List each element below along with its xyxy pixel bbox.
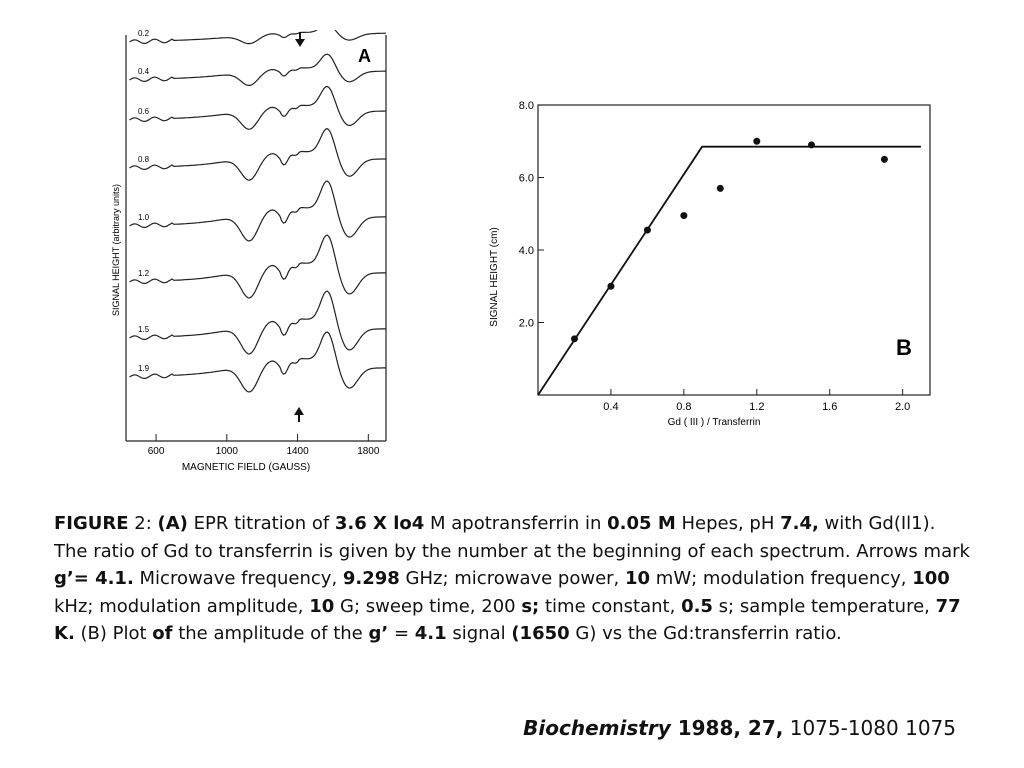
epr-trace bbox=[130, 30, 387, 44]
caption-segment: FIGURE bbox=[54, 513, 129, 534]
citation-journal: Biochemistry bbox=[523, 716, 671, 740]
panel-b-fit-line bbox=[538, 147, 921, 395]
caption-segment: g’ bbox=[368, 623, 389, 644]
data-point bbox=[571, 335, 578, 342]
caption-segment: 0.5 bbox=[681, 595, 713, 617]
caption-segment: (1650 bbox=[511, 623, 570, 644]
up-arrow-icon bbox=[294, 407, 304, 422]
data-point bbox=[644, 227, 651, 234]
data-point bbox=[808, 141, 815, 148]
y-tick-label: 6.0 bbox=[518, 172, 534, 185]
panel-b-signal-plot bbox=[480, 95, 950, 435]
y-tick-label: 4.0 bbox=[518, 245, 534, 257]
caption-segment: M apotransferrin in bbox=[424, 513, 608, 534]
panel-a-y-axis-label: SIGNAL HEIGHT (arbitrary units) bbox=[111, 183, 121, 317]
caption-segment: (A) bbox=[157, 513, 188, 534]
epr-trace bbox=[130, 181, 387, 241]
caption-segment: (B) Plot bbox=[74, 623, 153, 644]
caption-segment: Microwave frequency, bbox=[133, 568, 343, 589]
caption-segment: time constant, bbox=[539, 595, 682, 617]
caption-segment: s; sample temperature, bbox=[712, 595, 936, 617]
data-point bbox=[680, 212, 687, 219]
caption-segment: 100 bbox=[912, 568, 950, 589]
caption-segment: with Gd(Il1). The ratio of Gd to transferrin is given by the number at the beginning of each spectrum. Arrows mark bbox=[54, 513, 970, 562]
caption-segment: EPR titration of bbox=[187, 513, 335, 534]
caption-segment: G) vs the Gd:transferrin ratio. bbox=[569, 623, 842, 644]
panel-b-y-axis-label: SIGNAL HEIGHT (cm) bbox=[489, 227, 500, 327]
caption-segment: 10 bbox=[309, 595, 335, 617]
epr-trace-ratio-label: 1.2 bbox=[138, 269, 150, 278]
caption-segment: G; sweep time, 200 bbox=[334, 595, 522, 617]
panel-b-y-ticks bbox=[519, 100, 544, 330]
caption-segment: GHz; microwave power, bbox=[399, 568, 625, 589]
x-tick-label: 1000 bbox=[215, 446, 238, 457]
epr-trace bbox=[130, 291, 387, 354]
x-tick-label: 1800 bbox=[357, 446, 380, 457]
citation-year-volume: 1988, 27, bbox=[670, 716, 784, 740]
data-point bbox=[881, 156, 888, 163]
epr-trace bbox=[130, 87, 387, 130]
caption-segment: 10 bbox=[625, 568, 651, 589]
epr-trace bbox=[130, 54, 387, 85]
panel-b-label: B bbox=[896, 335, 912, 360]
panel-b-frame bbox=[538, 105, 930, 395]
caption-segment: s; bbox=[521, 595, 540, 617]
caption-segment: mW; modulation frequency, bbox=[650, 568, 913, 589]
epr-trace-ratio-label: 0.8 bbox=[138, 155, 150, 164]
panel-b-x-ticks bbox=[603, 389, 910, 413]
caption-segment: 0.05 M bbox=[607, 513, 676, 534]
x-tick-label: 1.6 bbox=[822, 401, 838, 413]
caption-segment: 77 K. bbox=[54, 595, 961, 644]
panel-a-traces bbox=[130, 30, 387, 392]
caption-segment: 3.6 X lo4 bbox=[334, 513, 425, 534]
epr-trace-ratio-label: 1.5 bbox=[138, 325, 150, 334]
epr-trace-ratio-label: 0.2 bbox=[138, 30, 150, 38]
epr-trace-ratio-label: 1.9 bbox=[138, 364, 150, 373]
panel-a-x-axis-label: MAGNETIC FIELD (GAUSS) bbox=[181, 462, 311, 473]
panel-b-points bbox=[571, 138, 888, 343]
data-point bbox=[607, 283, 614, 290]
epr-trace-ratio-label: 0.4 bbox=[138, 67, 150, 76]
caption-segment: 4.1 bbox=[414, 623, 447, 644]
caption-segment: of bbox=[152, 623, 173, 644]
x-tick-label: 0.8 bbox=[676, 401, 692, 413]
caption-segment: g’= 4.1. bbox=[54, 568, 134, 589]
x-tick-label: 2.0 bbox=[895, 401, 911, 413]
epr-trace-ratio-label: 1.0 bbox=[138, 213, 150, 222]
caption-segment: 7.4, bbox=[780, 513, 819, 534]
panel-a-frame bbox=[126, 35, 386, 441]
caption-segment: 2: bbox=[128, 513, 158, 534]
epr-trace bbox=[130, 129, 387, 180]
citation-pages: 1075-1080 1075 bbox=[783, 716, 956, 740]
y-tick-label: 2.0 bbox=[518, 317, 534, 330]
x-tick-label: 1400 bbox=[286, 446, 309, 457]
caption-segment: kHz; modulation amplitude, bbox=[54, 595, 310, 617]
figure-caption bbox=[54, 510, 974, 648]
caption-segment: = bbox=[388, 623, 415, 644]
x-tick-label: 0.4 bbox=[603, 401, 619, 413]
x-tick-label: 1.2 bbox=[749, 401, 765, 413]
data-point bbox=[753, 138, 760, 145]
panel-a-label: A bbox=[358, 46, 371, 66]
caption-segment: Hepes, pH bbox=[675, 513, 781, 534]
caption-segment: the amplitude of the bbox=[172, 623, 369, 644]
citation bbox=[523, 716, 956, 740]
epr-trace bbox=[130, 235, 387, 298]
panel-a-x-ticks bbox=[148, 434, 380, 457]
x-tick-label: 600 bbox=[147, 446, 165, 457]
data-point bbox=[717, 185, 724, 192]
panel-b-x-axis-label: Gd ( III ) / Transferrin bbox=[667, 417, 761, 428]
panel-a-epr-spectra bbox=[100, 30, 400, 480]
caption-segment: signal bbox=[446, 623, 512, 644]
caption-segment: 9.298 bbox=[342, 568, 400, 589]
y-tick-label: 8.0 bbox=[518, 100, 534, 112]
epr-trace-ratio-label: 0.6 bbox=[138, 107, 150, 116]
